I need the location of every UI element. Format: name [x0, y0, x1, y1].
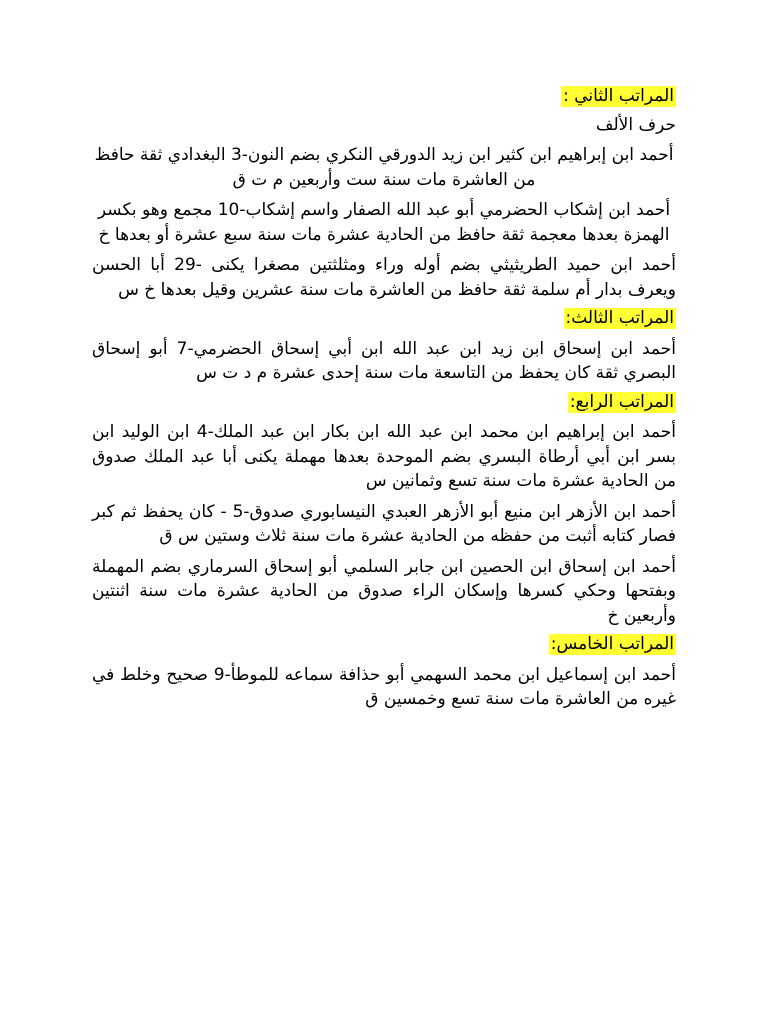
narrator-entry: أحمد ابن إسحاق ابن الحصين ابن جابر السلمي أبو إسحاق السرماري بضم المهملة وبفتحها وحكي كسرها وإسكان الراء صدوق من الحادية عشرة مات سنة اثنتين وأربعين خ	[92, 556, 676, 626]
narrator-entry: أحمد ابن إبراهيم ابن محمد ابن عبد الله ابن بكار ابن عبد الملك-4 ابن الوليد ابن بسر ابن أبي أرطاة البسري بضم الموحدة بعدها مهملة يكنى أبا عبد الملك صدوق من الحادية عشرة مات سنة تسع وثمانين س	[92, 422, 676, 491]
narrator-entry: أحمد ابن حميد الطريثيثي بضم أوله وراء ومثلثتين مصغرا يكنى -29 أبا الحسن ويعرف بدار أم سلمة ثقة حافظ من العاشرة مات سنة عشرين وقيل بعدها خ س	[92, 255, 676, 300]
highlighted-heading: المراتب الثاني :	[563, 86, 674, 106]
section-heading-fifth	[92, 632, 676, 657]
narrator-entry: أحمد ابن إشكاب الحضرمي أبو عبد الله الصفار واسم إشكاب-10 مجمع وهو بكسر الهمزة بعدها معجمة ثقة حافظ من الحادية عشرة مات سنة سبع عشرة أو بعدها خ	[97, 200, 671, 245]
section-heading-third	[92, 306, 676, 331]
highlighted-heading: المراتب الخامس:	[550, 634, 674, 654]
highlighted-heading: المراتب الثالث:	[565, 308, 674, 328]
highlighted-heading: المراتب الرابع:	[569, 391, 674, 412]
narrator-entry: أحمد ابن إبراهيم ابن كثير ابن زيد الدورقي النكري بضم النون-3 البغدادي ثقة حافظ من العاشرة مات سنة ست وأربعين م ت ق	[94, 145, 674, 190]
narrator-entry: أحمد ابن إسحاق ابن زيد ابن عبد الله ابن أبي إسحاق الحضرمي-7 أبو إسحاق البصري ثقة كان يحفظ من التاسعة مات سنة إحدى عشرة م د ت س	[92, 338, 676, 383]
section-heading-second	[92, 84, 676, 109]
letter-heading: حرف الألف	[595, 114, 676, 135]
section-heading-fourth	[92, 390, 676, 415]
narrator-entry: أحمد ابن الأزهر ابن منيع أبو الأزهر العبدي النيسابوري صدوق-5 - كان يحفظ ثم كبر فصار كتابه أثبت من حفظه من الحادية عشرة مات سنة ثلاث وستين س ق	[92, 501, 676, 546]
narrator-entry: أحمد ابن إسماعيل ابن محمد السهمي أبو حذافة سماعه للموطأ-9 صحيح وخلط في غيره من العاشرة مات سنة تسع وخمسين ق	[92, 664, 676, 709]
document-page	[92, 84, 676, 712]
